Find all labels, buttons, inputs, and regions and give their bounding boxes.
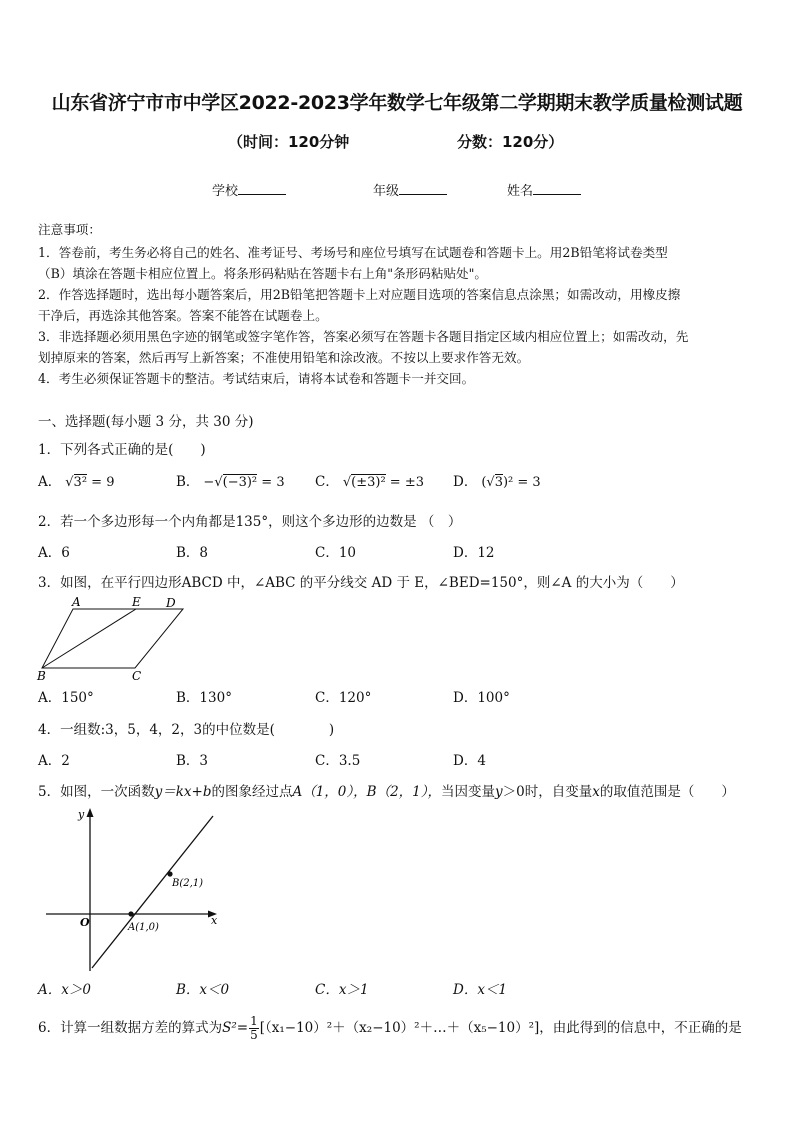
q3-stem: 3．如图，在平行四边形ABCD 中，∠ABC 的平分线交 AD 于 E，∠BED=150°，则∠A 的大小为（ ）: [38, 575, 684, 591]
q3-option-b: B．130°: [176, 690, 232, 706]
expr-prefix: (: [481, 475, 487, 490]
point-b: [167, 871, 172, 876]
option-label: A．: [38, 474, 62, 490]
parallelogram-figure: [36, 594, 186, 682]
q4-stem: 4．一组数:3，5，4，2，3的中位数是( ): [38, 722, 335, 738]
q2-stem: 2．若一个多边形每一个内角都是135°，则这个多边形的边数是 （ ）: [38, 514, 462, 530]
vertex-d-label: D: [166, 596, 176, 610]
origin-label: O: [80, 916, 90, 929]
function-line: [92, 816, 213, 968]
linear-function-graph: [40, 806, 230, 974]
exam-score: 分数：120分）: [457, 133, 564, 151]
q1-stem: 1．下列各式正确的是( ): [38, 442, 206, 458]
q3-option-a: A．150°: [38, 690, 94, 706]
vertex-b-label: B: [37, 669, 46, 682]
stem-part: 当因变量: [441, 784, 496, 800]
q5-option-d: D．x＜1: [453, 982, 508, 998]
section-heading: 一、选择题(每小题 3 分，共 30 分): [38, 414, 254, 430]
exam-title: 山东省济宁市市中学区2022-2023学年数学七年级第二学期期末教学质量检测试题: [51, 92, 743, 114]
point-b-text: B（2，1），: [366, 784, 442, 800]
name-blank: [533, 182, 581, 195]
q5-option-a: A．x＞0: [38, 982, 91, 998]
stem-part: 的取值范围是（ ）: [599, 784, 735, 800]
y-axis-arrow: [87, 808, 94, 817]
q2-option-d: D．12: [453, 545, 495, 561]
radicand: (±3)²: [351, 475, 386, 490]
q1-option-b: B． −√(−3)² = 3: [176, 474, 285, 490]
q5-stem: [38, 780, 735, 800]
notes-heading: 注意事项：: [38, 222, 101, 237]
option-label: C．: [315, 474, 339, 490]
radicand: (−3)²: [222, 475, 258, 490]
stem-part: 的图象经过点: [211, 784, 293, 800]
note-line: （B）填涂在答题卡相应位置上。将条形码粘贴在答题卡右上角"条形码粘贴处"。: [38, 266, 488, 281]
q3-option-c: C．120°: [315, 690, 372, 706]
radicand: 3²: [73, 475, 88, 490]
school-field: [212, 180, 286, 199]
y-axis-label: y: [78, 808, 85, 821]
vertex-a-label: A: [72, 595, 81, 609]
stem-part: 5．如图，一次函数: [38, 784, 155, 800]
variable-y: y: [495, 784, 503, 800]
q5-option-c: C．x＞1: [315, 982, 369, 998]
x-axis-label: x: [211, 914, 218, 927]
expr-rest: )² = 3: [502, 475, 541, 490]
note-line: 2．作答选择题时，选出每小题答案后，用2B铅笔把答题卡上对应题目选项的答案信息点涂黑；如需改动，用橡皮擦: [38, 287, 681, 302]
point-a-text: A（1，0），: [292, 784, 367, 800]
name-field: [507, 180, 581, 199]
note-line: 划掉原来的答案，然后再写上新答案；不准使用铅笔和涂改液。不按以上要求作答无效。: [38, 350, 530, 365]
fraction-numerator: 1: [250, 1014, 258, 1028]
option-label: D．: [453, 474, 478, 490]
q2-option-c: C．10: [315, 545, 357, 561]
q6-stem: [38, 1015, 742, 1042]
point-a: [128, 911, 133, 916]
expr-rest: = 9: [87, 475, 115, 490]
fraction: [249, 1015, 259, 1042]
stem-part: 6．计算一组数据方差的算式为: [38, 1020, 223, 1036]
q3-option-d: D．100°: [453, 690, 510, 706]
variance-symbol: S²=: [222, 1020, 249, 1036]
grade-field: [373, 180, 447, 199]
note-line: 3．非选择题必须用黑色字迹的钢笔或签字笔作答，答案必须写在答题卡各题目指定区域内相应位置上；如需改动，先: [38, 329, 689, 344]
q4-option-c: C．3.5: [315, 753, 361, 769]
expr-prefix: −: [203, 475, 215, 490]
q1-option-a: A． √3² = 9: [38, 474, 115, 490]
school-label: 学校: [212, 184, 239, 199]
radicand: 3: [494, 475, 503, 490]
point-a-label: A(1,0): [128, 922, 159, 933]
q5-option-b: B．x＜0: [176, 982, 230, 998]
bisector-be: [42, 609, 136, 668]
stem-part: ＞0时，自变量: [502, 784, 593, 800]
school-blank: [238, 182, 286, 195]
note-line: 1．答卷前，考生务必将自己的姓名、准考证号、考场号和座位号填写在试题卷和答题卡上。用2B铅笔将试卷类型: [38, 245, 668, 260]
stem-part: [（x₁−10）²＋（x₂−10）²＋…＋（x₅−10）²]，由此得到的信息中，不正确的是: [259, 1020, 742, 1036]
grade-label: 年级: [373, 184, 400, 199]
note-line: 干净后，再选涂其他答案。答案不能答在试题卷上。: [38, 308, 328, 323]
vertex-c-label: C: [132, 669, 142, 682]
name-label: 姓名: [507, 184, 534, 199]
variable-x: x: [592, 784, 600, 800]
q4-option-a: A．2: [38, 753, 70, 769]
q1-option-c: C． √(±3)² = ±3: [315, 474, 424, 490]
expr-rest: = ±3: [385, 475, 424, 490]
expr-rest: = 3: [257, 475, 285, 490]
q4-option-d: D．4: [453, 753, 486, 769]
function-expr: y＝kx+b: [154, 784, 212, 800]
option-label: B．: [176, 474, 200, 490]
grade-blank: [399, 182, 447, 195]
exam-time: （时间：120分钟: [228, 133, 350, 151]
parallelogram-abcd: [42, 609, 183, 668]
q1-option-d: D． (√3)² = 3: [453, 474, 541, 490]
q4-option-b: B．3: [176, 753, 209, 769]
q2-option-a: A．6: [38, 545, 70, 561]
point-b-label: B(2,1): [172, 878, 204, 889]
note-line: 4．考生必须保证答题卡的整洁。考试结束后，请将本试卷和答题卡一并交回。: [38, 371, 475, 386]
q2-option-b: B．8: [176, 545, 209, 561]
fraction-denominator: 5: [250, 1028, 258, 1042]
vertex-e-label: E: [132, 595, 141, 609]
